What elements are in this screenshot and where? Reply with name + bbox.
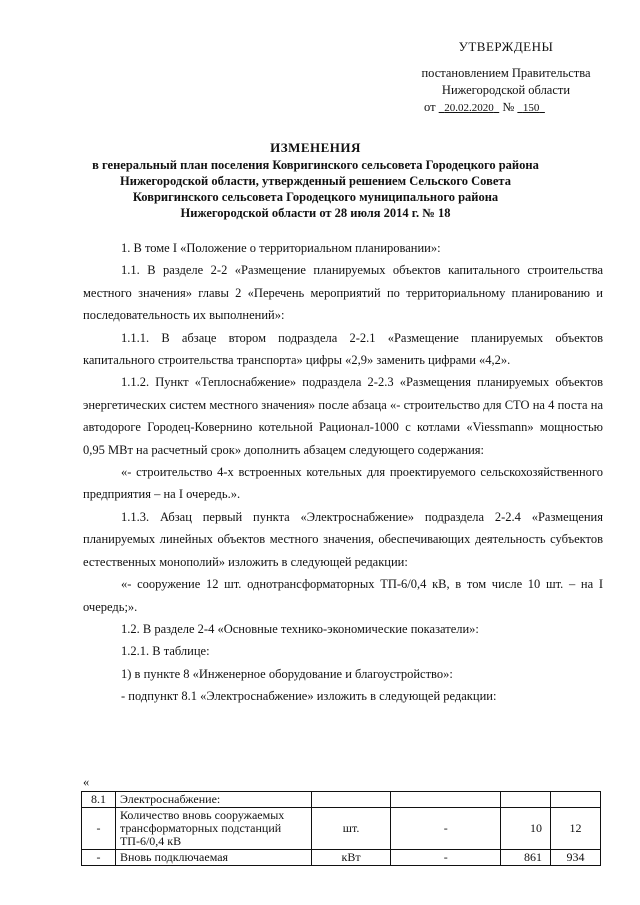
cell-value-2 [501,792,551,808]
cell-unit [311,792,391,808]
cell-unit: кВт [311,850,391,866]
cell-value-1: - [391,808,501,850]
approval-from: от [424,100,436,114]
approval-date-line [406,99,606,117]
cell-value-3 [551,792,601,808]
paragraph-8: 1.2. В разделе 2-4 «Основные технико-экономические показатели»: [121,621,479,636]
approval-number: 150 [522,102,540,114]
paragraph-2: 1.1. В разделе 2-2 «Размещение планируемых объектов капитального строительства местного значения» главы 2 «Перечень мероприятий по территориальному планированию и последовательность их выполнений»: [83,263,603,323]
indicators-table [81,791,601,866]
cell-value-2: 861 [501,850,551,866]
paragraph-6: 1.1.3. Абзац первый пункта «Электроснабжение» подраздела 2-2.4 «Размещения планируемых линейных объектов местного значения, обеспечивающих деятельность субъектов естественных монополий» изложить в следующей редакции: [83,509,603,569]
quote-open-mark: « [83,775,90,789]
paragraph-3: 1.1.1. В абзаце втором подраздела 2-2.1 «Размещение планируемых объектов капитального строительства транспорта» цифры «2,9» заменить цифрами «4,2». [83,330,603,368]
paragraph-11: - подпункт 8.1 «Электроснабжение» изложить в следующей редакции: [121,689,497,704]
cell-num: 8.1 [82,792,116,808]
cell-value-3: 934 [551,850,601,866]
cell-value-1 [391,792,501,808]
approval-number-sign: № [502,100,515,114]
cell-value-3: 12 [551,808,601,850]
paragraph-7: «- сооружение 12 шт. однотрансформаторных ТП-6/0,4 кВ, в том числе 10 шт. – на I очередь;». [83,577,603,614]
cell-name: Вновь подключаемая [115,850,311,866]
cell-unit: шт. [311,808,391,850]
cell-value-2: 10 [501,808,551,850]
table-row [82,792,601,808]
paragraph-5: «- строительство 4-х встроенных котельных для проектируемого сельскохозяйственного предприятия – на I очередь.». [83,465,603,502]
cell-name: Электроснабжение: [115,792,311,808]
approval-line-1: постановлением Правительства [421,66,591,80]
cell-value-1: - [391,850,501,866]
table-row [82,850,601,866]
approval-date: 20.02.2020 [444,102,494,114]
cell-name: Количество вновь сооружаемых трансформаторных подстанций ТП-6/0,4 кВ [115,808,311,850]
paragraph-4: 1.1.2. Пункт «Теплоснабжение» подраздела 2-2.3 «Размещения планируемых объектов энергетических систем местного значения» после абзаца «- строительство для СТО на 4 поста на автодороге Городец-Ковернино котельной Рационал-1000 с котлами «Viessmann» мощностью 0,95 МВт на расчетный срок» дополнить абзацем следующего содержания: [83,375,603,457]
cell-num: - [82,808,116,850]
paragraph-1: 1. В томе I «Положение о территориальном планировании»: [121,241,441,255]
paragraph-9: 1.2.1. В таблице: [121,644,210,659]
paragraph-10: 1) в пункте 8 «Инженерное оборудование и благоустройство»: [121,666,453,681]
heading-title: ИЗМЕНЕНИЯ [270,140,361,155]
document-heading [88,140,543,221]
approval-block [406,38,606,117]
approval-title: УТВЕРЖДЕНЫ [458,39,554,54]
table-row [82,808,601,850]
approval-line-2: Нижегородской области [441,83,571,97]
heading-text: в генеральный план поселения Ковригинского сельсовета Городецкого района Нижегородской области, утвержденный решением Сельского Совета Ковригинского сельсовета Городецкого муниципального района Нижегородской области от 28 июля 2014 г. № 18 [92,158,539,220]
cell-num: - [82,850,116,866]
document-body [83,237,603,708]
